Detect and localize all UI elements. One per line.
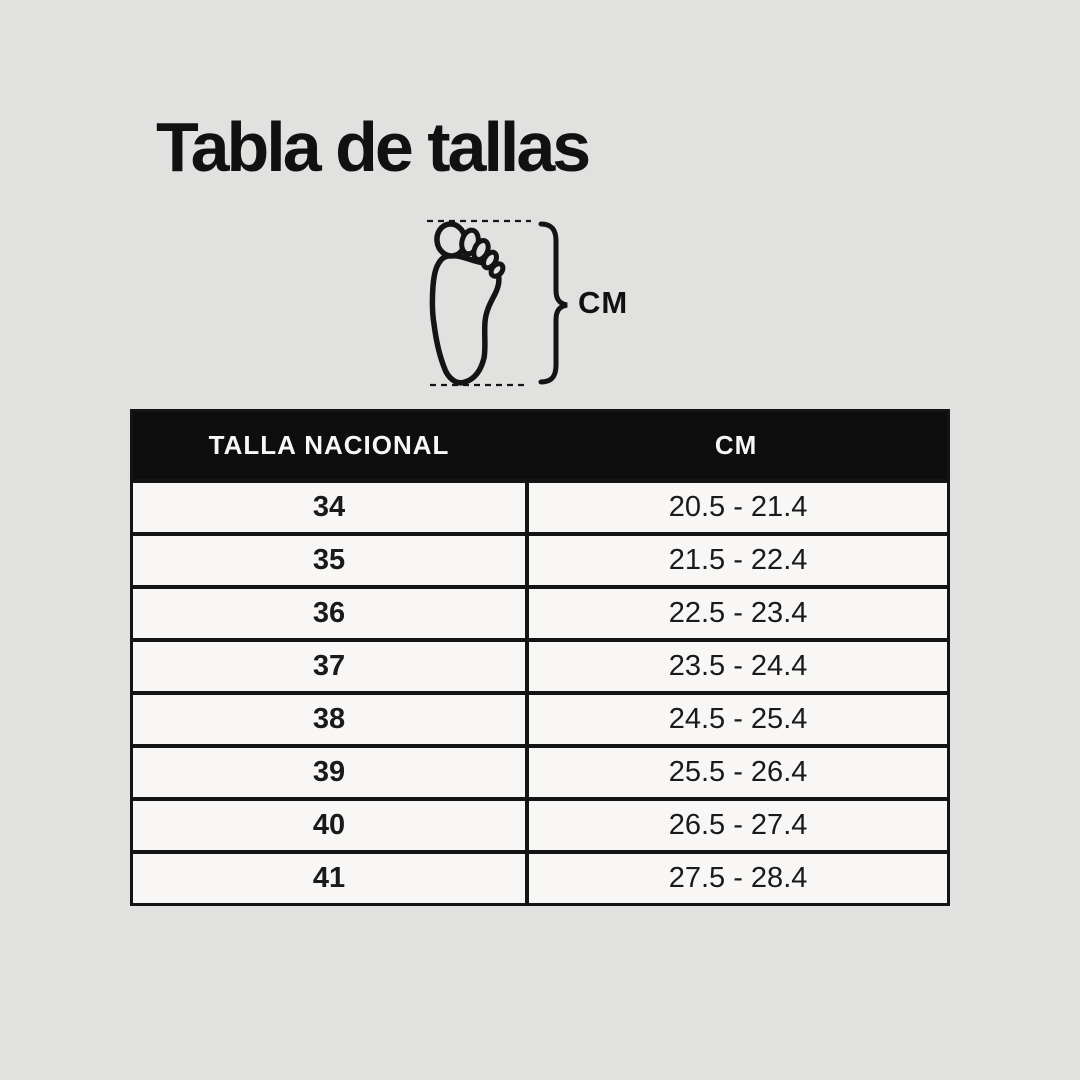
table-row — [133, 532, 947, 585]
size-table — [130, 409, 950, 906]
size-cell: 36 — [312, 597, 346, 629]
table-row — [133, 850, 947, 903]
header-cell-cm: CM — [714, 430, 758, 460]
cm-range-cell: 20.5 - 21.4 — [525, 483, 947, 532]
cm-range-cell: 23.5 - 24.4 — [525, 642, 947, 691]
size-cell: 35 — [312, 544, 346, 576]
size-cell: 37 — [312, 650, 346, 682]
curly-brace-icon — [541, 224, 567, 382]
table-header-row — [133, 412, 947, 479]
cm-range-cell: 26.5 - 27.4 — [525, 801, 947, 850]
cm-range-cell: 24.5 - 25.4 — [525, 695, 947, 744]
page-title: Tabla de tallas — [156, 108, 589, 186]
cm-unit-label: CM — [578, 285, 629, 320]
table-row — [133, 797, 947, 850]
size-cell: 40 — [312, 809, 346, 841]
table-row — [133, 744, 947, 797]
size-cell: 34 — [312, 491, 346, 523]
table-row — [133, 691, 947, 744]
cm-range-cell: 21.5 - 22.4 — [525, 536, 947, 585]
footprint-icon — [432, 222, 505, 383]
size-cell: 38 — [312, 703, 346, 735]
cm-range-cell: 25.5 - 26.4 — [525, 748, 947, 797]
size-cell: 41 — [312, 862, 346, 894]
table-row — [133, 638, 947, 691]
cm-range-cell: 27.5 - 28.4 — [525, 854, 947, 903]
table-row — [133, 585, 947, 638]
table-row — [133, 479, 947, 532]
foot-sole-outline — [432, 256, 499, 383]
header-cell-talla-nacional: TALLA NACIONAL — [208, 430, 450, 460]
cm-range-cell: 22.5 - 23.4 — [525, 589, 947, 638]
size-cell: 39 — [312, 756, 346, 788]
